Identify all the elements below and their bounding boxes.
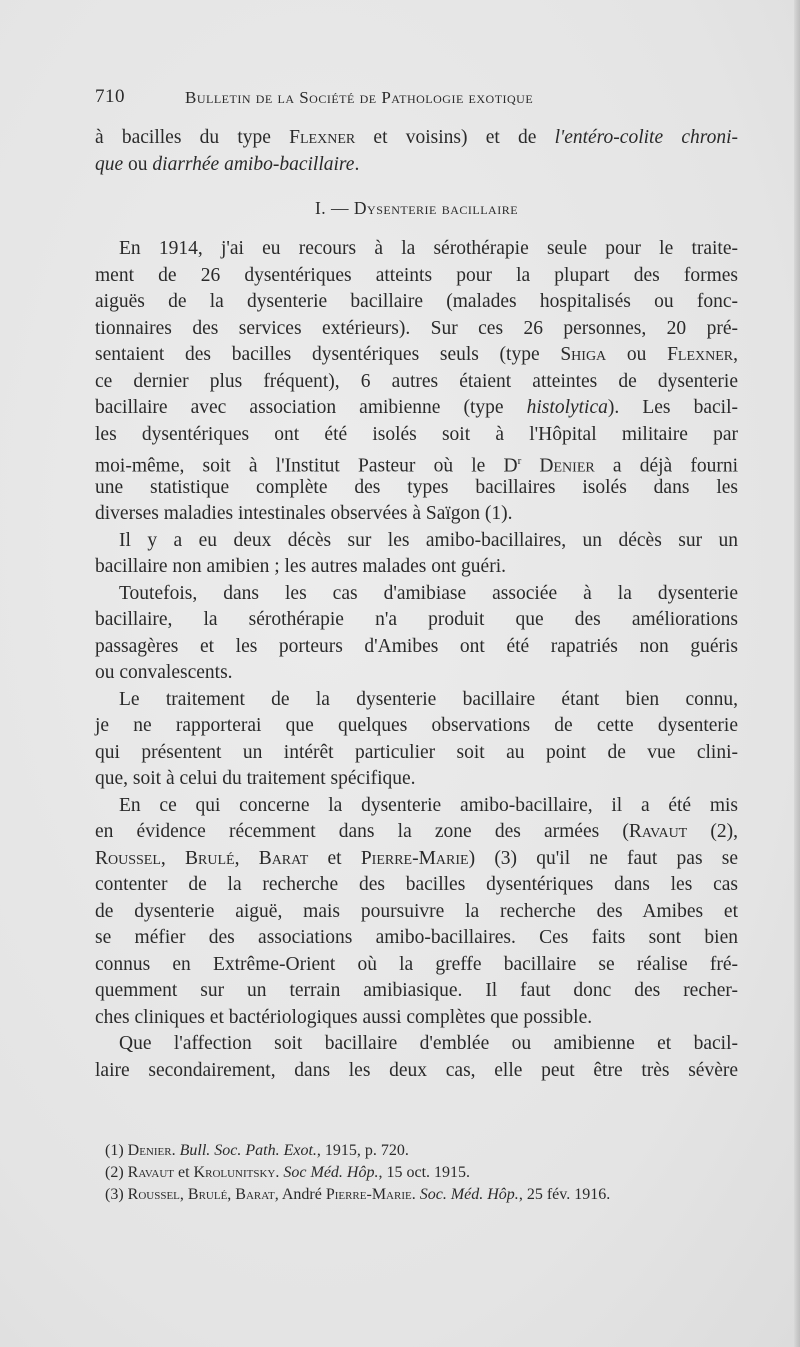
text-line: tionnaires des services extérieurs). Sur ces 26 personnes, 20 pré- <box>95 317 738 339</box>
page-edge-shadow <box>794 0 800 1347</box>
text-line: les dysentériques ont été isolés soit à l'Hôpital militaire par <box>95 423 738 445</box>
text-line: ches cliniques et bactériologiques aussi complètes que possible. <box>95 1006 593 1028</box>
text-line: Roussel, Brulé, Barat et Pierre-Marie) (3) qu'il ne faut pas se <box>95 847 739 869</box>
text-line: moi-même, soit à l'Institut Pasteur où le $D^r$ Denier a déjà fourni <box>95 455 738 477</box>
page-number: 710 <box>95 86 125 107</box>
text-line: bacillaire avec association amibienne (type histolytica). Les bacil- <box>95 397 738 418</box>
journal-title: Bulletin de la Société de Pathologie exotique <box>185 88 534 107</box>
text-line: une statistique complète des types bacillaires isolés dans les <box>95 476 738 498</box>
text-line: Que l'affection soit bacillaire d'emblée ou amibienne et bacil- <box>119 1033 738 1054</box>
footnote-1: (1) Denier. Bull. Soc. Path. Exot., 1915, p. 720. <box>105 1142 409 1159</box>
text-line: laire secondairement, dans les deux cas, elle peut être très sévère <box>95 1059 738 1081</box>
text-line: Il y a eu deux décès sur les amibo-bacillaires, un décès sur un <box>119 529 738 551</box>
text-line: connus en Extrême-Orient où la greffe bacillaire se réalise fré- <box>95 953 738 975</box>
text-line: se méfier des associations amibo-bacillaires. Ces faits sont bien <box>95 927 738 948</box>
text-line: je ne rapporterai que quelques observations de cette dysenterie <box>95 715 738 736</box>
text-line: ce dernier plus fréquent), 6 autres étaient atteintes de dysenterie <box>95 370 738 392</box>
footnotes <box>105 1140 745 1206</box>
text-line: En ce qui concerne la dysenterie amibo-bacillaire, il a été mis <box>119 794 738 816</box>
running-header <box>95 84 655 114</box>
text-line: que ou diarrhée amibo-bacillaire. <box>95 153 360 175</box>
text-line: en évidence récemment dans la zone des armées (Ravaut (2), <box>95 821 738 842</box>
text-line: Toutefois, dans les cas d'amibiase associée à la dysenterie <box>119 582 738 604</box>
text-line: sentaient des bacilles dysentériques seuls (type Shiga ou Flexner, <box>95 344 738 365</box>
footnote-2: (2) Ravaut et Krolunitsky. Soc Méd. Hôp., 15 oct. 1915. <box>105 1164 471 1181</box>
text-line: diverses maladies intestinales observées à Saïgon (1). <box>95 503 513 524</box>
text-line: de dysenterie aiguë, mais poursuivre la recherche des Amibes et <box>95 900 738 922</box>
text-line: bacillaire, la sérothérapie n'a produit que des améliorations <box>95 609 738 630</box>
article-body <box>95 125 738 1084</box>
text-line: bacillaire non amibien ; les autres malades ont guéri. <box>95 556 506 577</box>
text-line: qui présentent un intérêt particulier soit au point de vue clini- <box>95 741 738 763</box>
text-line: quemment sur un terrain amibiasique. Il faut donc des recher- <box>95 980 738 1001</box>
text-line: En 1914, j'ai eu recours à la sérothérapie seule pour le traite- <box>119 238 738 259</box>
text-line: à bacilles du type Flexner et voisins) et de l'entéro-colite chroni- <box>95 127 738 148</box>
text-line: ment de 26 dysentériques atteints pour la plupart des formes <box>95 264 738 286</box>
text-line: aiguës de la dysenterie bacillaire (malades hospitalisés ou fonc- <box>95 291 738 312</box>
text-line: Le traitement de la dysenterie bacillaire étant bien connu, <box>119 688 738 710</box>
text-line: passagères et les porteurs d'Amibes ont été rapatriés non guéris <box>95 635 738 657</box>
text-line: contenter de la recherche des bacilles dysentériques dans les cas <box>95 874 738 895</box>
footnote-3: (3) Roussel, Brulé, Barat, André Pierre-Marie. Soc. Méd. Hôp., 25 fév. 1916. <box>105 1186 611 1203</box>
section-heading: I. — Dysenterie bacillaire <box>314 198 519 218</box>
text-line: que, soit à celui du traitement spécifique. <box>95 768 416 789</box>
text-line: ou convalescents. <box>95 662 233 683</box>
